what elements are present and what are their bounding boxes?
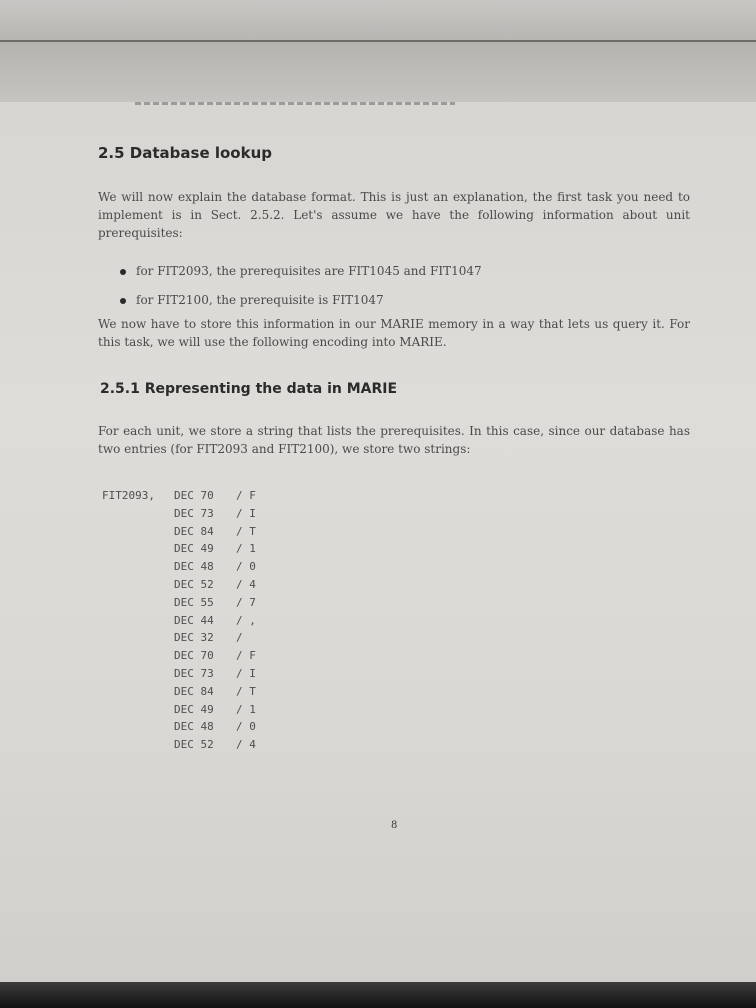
code-instruction: DEC 52 [174, 577, 214, 591]
code-comment: / , [236, 613, 256, 627]
code-instruction: DEC 49 [174, 702, 214, 716]
code-instruction: DEC 55 [174, 595, 214, 609]
code-instruction: DEC 84 [174, 684, 214, 698]
code-comment: / 0 [236, 720, 256, 734]
previous-page-band [0, 42, 756, 103]
code-comment: / [236, 631, 243, 645]
storage-paragraph: We now have to store this information in our MARIE memory in a way that lets us query it. For this task, we will use the following encoding into MARIE. [98, 317, 690, 349]
code-comment: / F [236, 489, 256, 502]
subsection-heading: 2.5.1 Representing the data in MARIE [100, 381, 398, 397]
code-comment: / 0 [236, 560, 256, 574]
code-instruction: DEC 52 [174, 738, 214, 752]
code-instruction: DEC 70 [174, 649, 214, 663]
code-instruction: DEC 49 [174, 542, 214, 556]
code-instruction: DEC 73 [174, 666, 214, 680]
code-instruction: DEC 73 [174, 506, 214, 520]
code-comment: / T [236, 684, 256, 698]
monitor-top-bezel [0, 0, 756, 40]
representation-paragraph: For each unit, we store a string that lists the prerequisites. In this case, since our database has two entries (for FIT2093 and FIT2100), we store two strings: [98, 424, 690, 456]
code-instruction: DEC 70 [174, 489, 214, 502]
intro-paragraph: We will now explain the database format. This is just an explanation, the first task you need to implement is in Sect. 2.5.2. Let's assume we have the following information about unit prerequisites: [98, 190, 690, 240]
section-heading: 2.5 Database lookup [98, 144, 272, 162]
code-instruction: DEC 48 [174, 560, 214, 574]
code-label: FIT2093, [102, 489, 155, 502]
prerequisite-list [120, 257, 482, 315]
document-page [0, 102, 756, 982]
code-comment: / 1 [236, 542, 256, 556]
list-item: for FIT2093, the prerequisites are FIT1045 and FIT1047 [120, 257, 482, 286]
code-comment: / 7 [236, 595, 256, 609]
list-item: for FIT2100, the prerequisite is FIT1047 [120, 286, 482, 315]
page-number: 8 [391, 820, 398, 831]
code-comment: / 4 [236, 577, 256, 591]
code-instruction: DEC 32 [174, 631, 214, 645]
code-comment: / F [236, 649, 256, 663]
cropped-previous-text [135, 102, 455, 105]
code-comment: / I [236, 666, 256, 680]
code-comment: / I [236, 506, 256, 520]
monitor-bottom-bezel [0, 982, 756, 1008]
code-instruction: DEC 48 [174, 720, 214, 734]
code-comment: / 1 [236, 702, 256, 716]
code-comment: / T [236, 524, 256, 538]
code-instruction: DEC 84 [174, 524, 214, 538]
code-instruction: DEC 44 [174, 613, 214, 627]
code-comment: / 4 [236, 738, 256, 752]
